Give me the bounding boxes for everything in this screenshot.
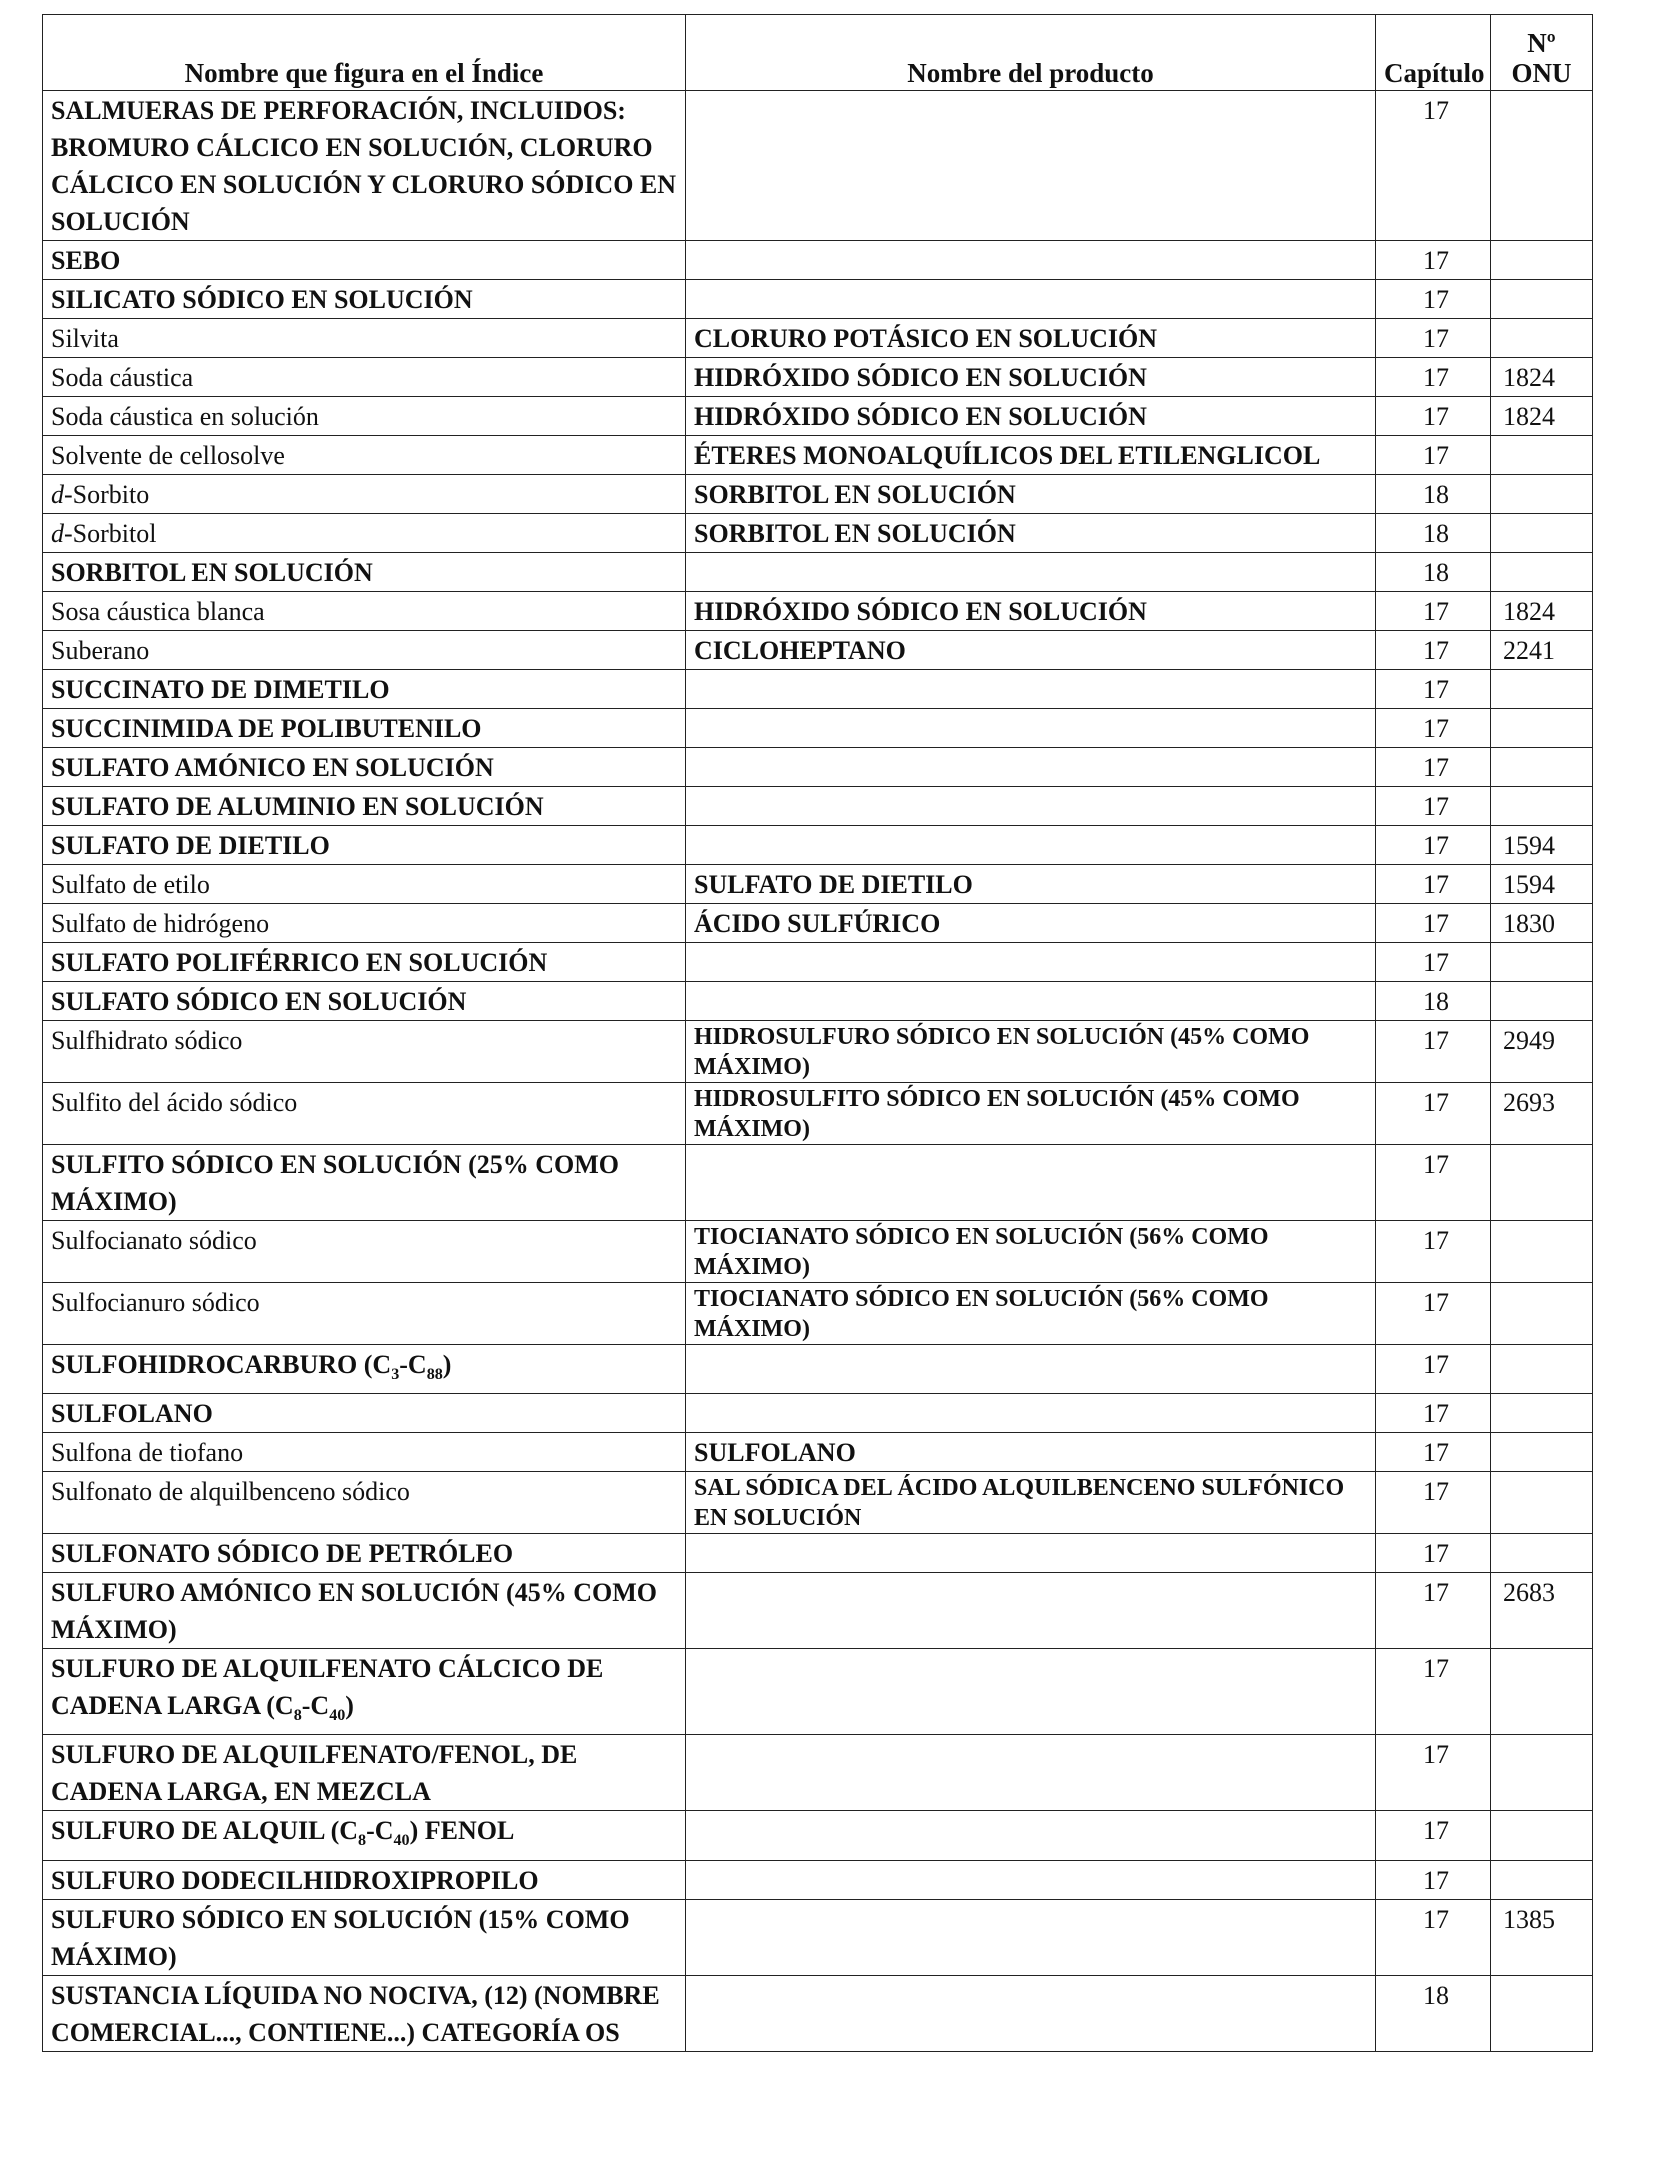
cell-nombre-producto: [686, 553, 1376, 592]
cell-capitulo: 17: [1376, 1899, 1491, 1975]
cell-no-onu: [1491, 1221, 1593, 1283]
table-row: [43, 1899, 1593, 1975]
cell-nombre-producto: HIDROSULFURO SÓDICO EN SOLUCIÓN (45% COMO MÁXIMO): [686, 1021, 1376, 1083]
cell-no-onu: 2683: [1491, 1573, 1593, 1649]
cell-nombre-indice: Sulfocianuro sódico: [43, 1283, 686, 1345]
cell-no-onu: 2693: [1491, 1083, 1593, 1145]
cell-no-onu: 1824: [1491, 397, 1593, 436]
cell-no-onu: [1491, 280, 1593, 319]
cell-nombre-producto: [686, 943, 1376, 982]
table-row: [43, 1345, 1593, 1394]
table-row: [43, 1811, 1593, 1860]
cell-capitulo: 17: [1376, 709, 1491, 748]
cell-no-onu: [1491, 748, 1593, 787]
cell-nombre-producto: [686, 1394, 1376, 1433]
cell-no-onu: [1491, 1534, 1593, 1573]
cell-capitulo: 17: [1376, 1433, 1491, 1472]
cell-nombre-producto: [686, 1735, 1376, 1811]
cell-no-onu: [1491, 319, 1593, 358]
cell-nombre-indice: SULFONATO SÓDICO DE PETRÓLEO: [43, 1534, 686, 1573]
cell-capitulo: 17: [1376, 670, 1491, 709]
cell-capitulo: 17: [1376, 1860, 1491, 1899]
cell-nombre-producto: [686, 1573, 1376, 1649]
cell-capitulo: 17: [1376, 280, 1491, 319]
table-row: [43, 670, 1593, 709]
cell-no-onu: [1491, 241, 1593, 280]
cell-nombre-producto: [686, 1860, 1376, 1899]
cell-capitulo: 17: [1376, 1394, 1491, 1433]
cell-nombre-producto: [686, 982, 1376, 1021]
cell-nombre-producto: [686, 670, 1376, 709]
cell-nombre-indice: Sosa cáustica blanca: [43, 592, 686, 631]
cell-no-onu: 1824: [1491, 592, 1593, 631]
cell-nombre-producto: [686, 1899, 1376, 1975]
cell-nombre-indice: SULFURO DODECILHIDROXIPROPILO: [43, 1860, 686, 1899]
cell-nombre-indice: Solvente de cellosolve: [43, 436, 686, 475]
cell-nombre-producto: [686, 787, 1376, 826]
cell-nombre-indice: SORBITOL EN SOLUCIÓN: [43, 553, 686, 592]
cell-nombre-producto: ÉTERES MONOALQUÍLICOS DEL ETILENGLICOL: [686, 436, 1376, 475]
cell-nombre-producto: [686, 1345, 1376, 1394]
cell-capitulo: 17: [1376, 436, 1491, 475]
header-nombre-indice: Nombre que figura en el Índice: [43, 15, 686, 91]
cell-no-onu: [1491, 1145, 1593, 1221]
cell-nombre-indice: SULFATO AMÓNICO EN SOLUCIÓN: [43, 748, 686, 787]
table-row: [43, 787, 1593, 826]
header-capitulo: Capítulo: [1376, 15, 1491, 91]
cell-nombre-indice: SULFURO DE ALQUILFENATO CÁLCICO DE CADENA LARGA $(C_8-C_{40})$: [43, 1649, 686, 1735]
cell-capitulo: 17: [1376, 1534, 1491, 1573]
cell-nombre-producto: [686, 826, 1376, 865]
table-row: [43, 436, 1593, 475]
cell-no-onu: [1491, 670, 1593, 709]
cell-nombre-producto: [686, 1649, 1376, 1735]
table-row: [43, 865, 1593, 904]
cell-nombre-producto: HIDRÓXIDO SÓDICO EN SOLUCIÓN: [686, 358, 1376, 397]
cell-nombre-indice: SUSTANCIA LÍQUIDA NO NOCIVA, (12) (NOMBRE COMERCIAL..., CONTIENE...) CATEGORÍA OS: [43, 1975, 686, 2051]
table-row: [43, 592, 1593, 631]
table-row: [43, 91, 1593, 241]
cell-nombre-indice: Sulfonato de alquilbenceno sódico: [43, 1472, 686, 1534]
cell-capitulo: 17: [1376, 1221, 1491, 1283]
cell-capitulo: 17: [1376, 592, 1491, 631]
table-row: [43, 943, 1593, 982]
cell-no-onu: 1594: [1491, 865, 1593, 904]
cell-nombre-producto: [686, 1534, 1376, 1573]
cell-nombre-indice: SULFURO DE ALQUILFENATO/FENOL, DE CADENA LARGA, EN MEZCLA: [43, 1735, 686, 1811]
cell-nombre-indice: Suberano: [43, 631, 686, 670]
cell-nombre-producto: [686, 709, 1376, 748]
cell-nombre-indice: Sulfhidrato sódico: [43, 1021, 686, 1083]
cell-no-onu: [1491, 1975, 1593, 2051]
cell-no-onu: [1491, 514, 1593, 553]
cell-nombre-indice: Sulfito del ácido sódico: [43, 1083, 686, 1145]
header-no-onu: [1491, 15, 1593, 91]
table-header-row: [43, 15, 1593, 91]
cell-capitulo: 17: [1376, 904, 1491, 943]
cell-no-onu: [1491, 553, 1593, 592]
table-row: [43, 1021, 1593, 1083]
table-row: [43, 1573, 1593, 1649]
cell-nombre-producto: HIDRÓXIDO SÓDICO EN SOLUCIÓN: [686, 397, 1376, 436]
cell-capitulo: 17: [1376, 1345, 1491, 1394]
cell-nombre-producto: [686, 91, 1376, 241]
cell-nombre-indice: SULFATO DE DIETILO: [43, 826, 686, 865]
cell-no-onu: 1830: [1491, 904, 1593, 943]
cell-capitulo: 18: [1376, 475, 1491, 514]
table-row: [43, 748, 1593, 787]
cell-nombre-indice: SULFOLANO: [43, 1394, 686, 1433]
cell-nombre-indice: Sulfocianato sódico: [43, 1221, 686, 1283]
cell-no-onu: [1491, 1394, 1593, 1433]
chemical-index-table: [42, 14, 1593, 2052]
table-row: [43, 1083, 1593, 1145]
cell-no-onu: 1594: [1491, 826, 1593, 865]
cell-capitulo: 17: [1376, 826, 1491, 865]
table-row: [43, 358, 1593, 397]
cell-no-onu: [1491, 1433, 1593, 1472]
cell-nombre-producto: SORBITOL EN SOLUCIÓN: [686, 514, 1376, 553]
cell-nombre-indice: Sulfona de tiofano: [43, 1433, 686, 1472]
cell-no-onu: [1491, 709, 1593, 748]
cell-nombre-producto: ÁCIDO SULFÚRICO: [686, 904, 1376, 943]
cell-no-onu: [1491, 1283, 1593, 1345]
cell-capitulo: 17: [1376, 787, 1491, 826]
cell-no-onu: [1491, 787, 1593, 826]
cell-capitulo: 17: [1376, 1735, 1491, 1811]
cell-no-onu: 1824: [1491, 358, 1593, 397]
cell-nombre-indice: SULFOHIDROCARBURO $(C_3-C_{88})$: [43, 1345, 686, 1394]
table-row: [43, 280, 1593, 319]
table-row: [43, 475, 1593, 514]
cell-no-onu: 2949: [1491, 1021, 1593, 1083]
cell-capitulo: 17: [1376, 1021, 1491, 1083]
cell-capitulo: 17: [1376, 748, 1491, 787]
header-no: Nº: [1527, 28, 1556, 58]
cell-capitulo: 17: [1376, 1811, 1491, 1860]
table-row: [43, 553, 1593, 592]
cell-nombre-producto: [686, 1811, 1376, 1860]
cell-nombre-indice: SULFURO DE ALQUIL $(C_8-C_{40})$ FENOL: [43, 1811, 686, 1860]
cell-capitulo: 17: [1376, 943, 1491, 982]
cell-no-onu: [1491, 436, 1593, 475]
cell-nombre-indice: SULFITO SÓDICO EN SOLUCIÓN (25% COMO MÁXIMO): [43, 1145, 686, 1221]
table-row: [43, 1145, 1593, 1221]
cell-nombre-producto: TIOCIANATO SÓDICO EN SOLUCIÓN (56% COMO MÁXIMO): [686, 1283, 1376, 1345]
cell-nombre-indice: SULFURO SÓDICO EN SOLUCIÓN (15% COMO MÁXIMO): [43, 1899, 686, 1975]
header-onu: ONU: [1511, 58, 1572, 88]
table-row: [43, 514, 1593, 553]
cell-capitulo: 18: [1376, 982, 1491, 1021]
cell-capitulo: 18: [1376, 514, 1491, 553]
table-row: [43, 904, 1593, 943]
cell-nombre-producto: SULFATO DE DIETILO: [686, 865, 1376, 904]
cell-nombre-indice: d-Sorbito: [43, 475, 686, 514]
table-row: [43, 397, 1593, 436]
cell-nombre-producto: [686, 1975, 1376, 2051]
table-row: [43, 319, 1593, 358]
cell-capitulo: 17: [1376, 241, 1491, 280]
cell-nombre-producto: HIDRÓXIDO SÓDICO EN SOLUCIÓN: [686, 592, 1376, 631]
cell-no-onu: [1491, 1811, 1593, 1860]
cell-no-onu: 1385: [1491, 1899, 1593, 1975]
table-row: [43, 1433, 1593, 1472]
table-row: [43, 1283, 1593, 1345]
cell-nombre-producto: SULFOLANO: [686, 1433, 1376, 1472]
cell-capitulo: 18: [1376, 553, 1491, 592]
cell-nombre-indice: SUCCINIMIDA DE POLIBUTENILO: [43, 709, 686, 748]
table-row: [43, 1649, 1593, 1735]
cell-capitulo: 17: [1376, 1083, 1491, 1145]
cell-nombre-indice: SULFURO AMÓNICO EN SOLUCIÓN (45% COMO MÁXIMO): [43, 1573, 686, 1649]
cell-nombre-indice: SULFATO DE ALUMINIO EN SOLUCIÓN: [43, 787, 686, 826]
cell-nombre-indice: SULFATO SÓDICO EN SOLUCIÓN: [43, 982, 686, 1021]
cell-capitulo: 17: [1376, 358, 1491, 397]
cell-capitulo: 17: [1376, 631, 1491, 670]
cell-nombre-indice: SILICATO SÓDICO EN SOLUCIÓN: [43, 280, 686, 319]
cell-nombre-indice: d-Sorbitol: [43, 514, 686, 553]
cell-nombre-producto: SAL SÓDICA DEL ÁCIDO ALQUILBENCENO SULFÓNICO EN SOLUCIÓN: [686, 1472, 1376, 1534]
cell-capitulo: 17: [1376, 319, 1491, 358]
cell-no-onu: [1491, 91, 1593, 241]
table-row: [43, 1860, 1593, 1899]
cell-nombre-producto: CLORURO POTÁSICO EN SOLUCIÓN: [686, 319, 1376, 358]
cell-nombre-producto: [686, 280, 1376, 319]
table-row: [43, 241, 1593, 280]
cell-capitulo: 17: [1376, 1472, 1491, 1534]
table-row: [43, 1394, 1593, 1433]
cell-nombre-producto: HIDROSULFITO SÓDICO EN SOLUCIÓN (45% COMO MÁXIMO): [686, 1083, 1376, 1145]
cell-capitulo: 17: [1376, 1573, 1491, 1649]
cell-nombre-indice: SULFATO POLIFÉRRICO EN SOLUCIÓN: [43, 943, 686, 982]
cell-nombre-indice: Silvita: [43, 319, 686, 358]
cell-capitulo: 17: [1376, 1283, 1491, 1345]
table-row: [43, 826, 1593, 865]
cell-no-onu: [1491, 1472, 1593, 1534]
cell-nombre-producto: TIOCIANATO SÓDICO EN SOLUCIÓN (56% COMO MÁXIMO): [686, 1221, 1376, 1283]
cell-capitulo: 17: [1376, 1649, 1491, 1735]
cell-nombre-producto: [686, 1145, 1376, 1221]
cell-nombre-indice: SEBO: [43, 241, 686, 280]
cell-no-onu: [1491, 1735, 1593, 1811]
cell-capitulo: 17: [1376, 865, 1491, 904]
cell-no-onu: 2241: [1491, 631, 1593, 670]
cell-no-onu: [1491, 1649, 1593, 1735]
table-row: [43, 1221, 1593, 1283]
table-row: [43, 1472, 1593, 1534]
cell-nombre-producto: [686, 748, 1376, 787]
table-row: [43, 982, 1593, 1021]
table-row: [43, 1735, 1593, 1811]
cell-nombre-producto: CICLOHEPTANO: [686, 631, 1376, 670]
cell-no-onu: [1491, 1345, 1593, 1394]
cell-capitulo: 17: [1376, 1145, 1491, 1221]
table-row: [43, 631, 1593, 670]
cell-nombre-indice: Soda cáustica: [43, 358, 686, 397]
table-row: [43, 709, 1593, 748]
cell-capitulo: 18: [1376, 1975, 1491, 2051]
cell-no-onu: [1491, 475, 1593, 514]
cell-capitulo: 17: [1376, 397, 1491, 436]
cell-nombre-indice: Soda cáustica en solución: [43, 397, 686, 436]
cell-no-onu: [1491, 943, 1593, 982]
cell-nombre-indice: SUCCINATO DE DIMETILO: [43, 670, 686, 709]
cell-no-onu: [1491, 1860, 1593, 1899]
cell-capitulo: 17: [1376, 91, 1491, 241]
cell-nombre-indice: Sulfato de etilo: [43, 865, 686, 904]
document-page: [42, 14, 1592, 2052]
cell-nombre-producto: SORBITOL EN SOLUCIÓN: [686, 475, 1376, 514]
cell-nombre-producto: [686, 241, 1376, 280]
cell-nombre-indice: Sulfato de hidrógeno: [43, 904, 686, 943]
cell-no-onu: [1491, 982, 1593, 1021]
header-nombre-producto: Nombre del producto: [686, 15, 1376, 91]
table-row: [43, 1975, 1593, 2051]
cell-nombre-indice: SALMUERAS DE PERFORACIÓN, INCLUIDOS: BROMURO CÁLCICO EN SOLUCIÓN, CLORURO CÁLCICO EN SOLUCIÓN Y CLORURO SÓDICO EN SOLUCIÓN: [43, 91, 686, 241]
table-row: [43, 1534, 1593, 1573]
